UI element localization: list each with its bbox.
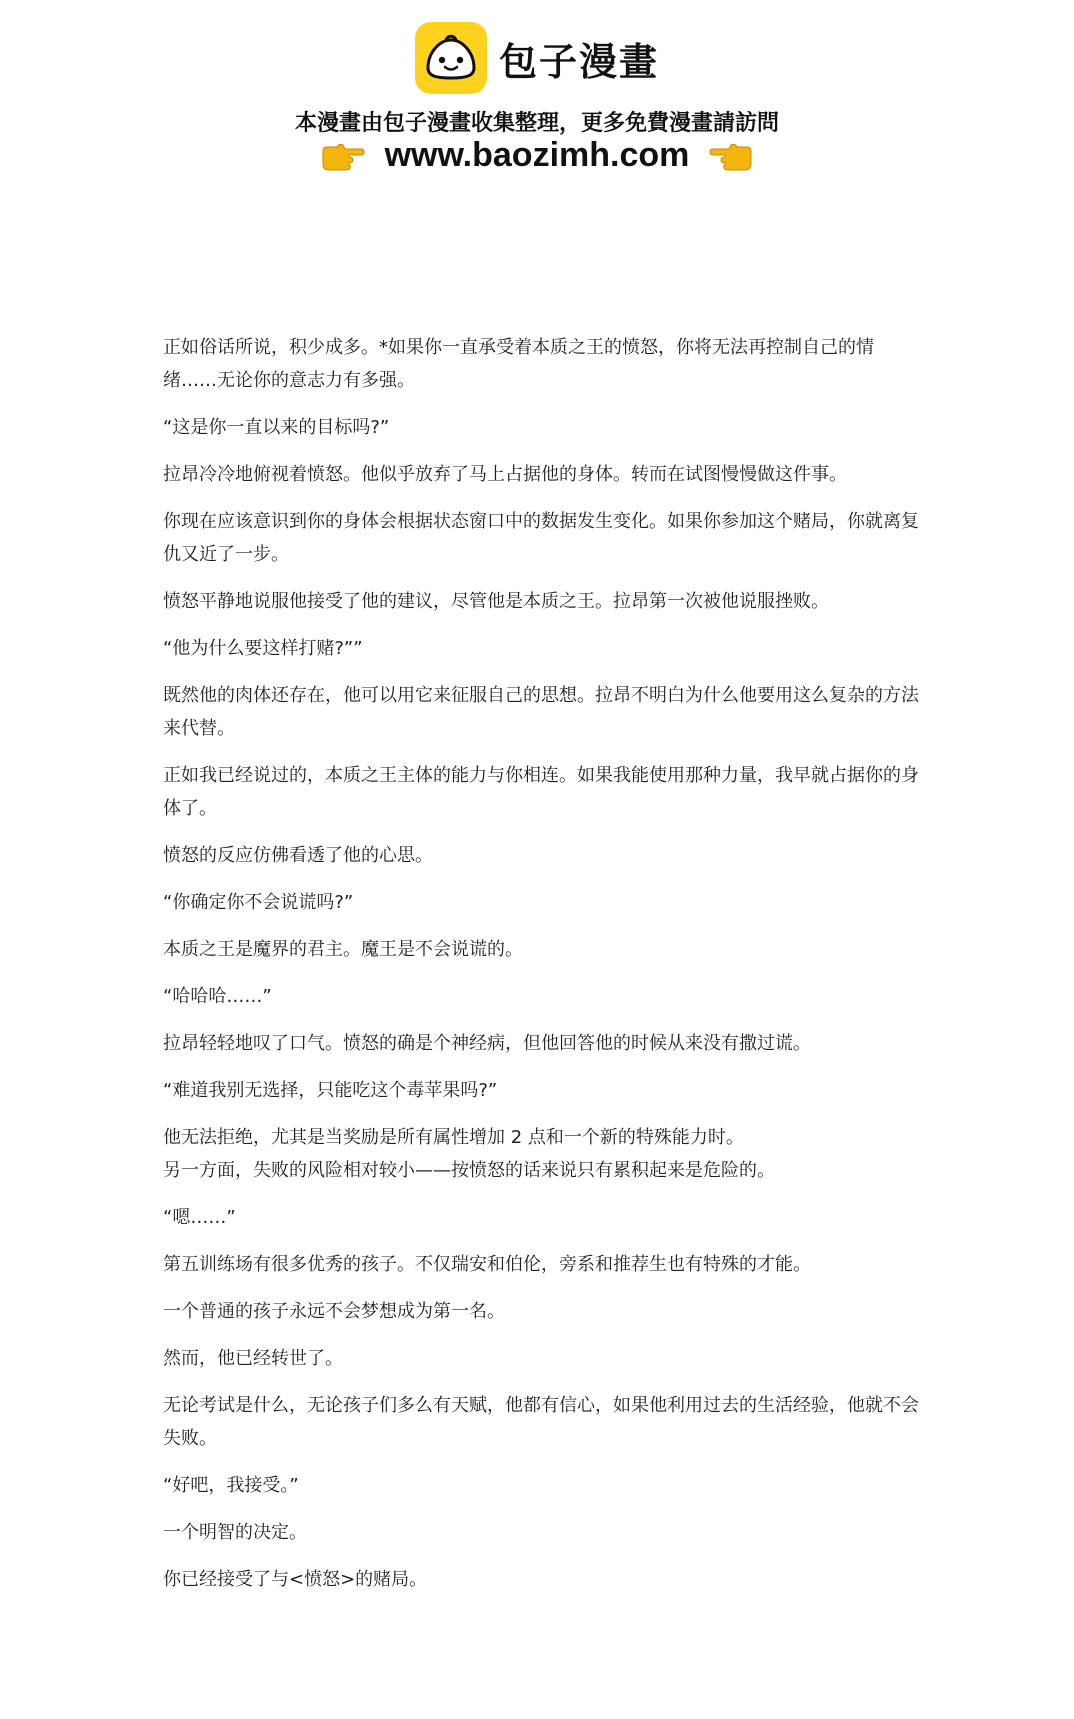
paragraph: 第五训练场有很多优秀的孩子。不仅瑞安和伯伦，旁系和推荐生也有特殊的才能。 (163, 1254, 811, 1275)
bun-mascot-icon (415, 22, 487, 94)
paragraph: “你确定你不会说谎吗?” (163, 892, 354, 913)
paragraph: 你已经接受了与<愤怒>的赌局。 (163, 1569, 428, 1590)
paragraph: 正如我已经说过的，本质之王主体的能力与你相连。如果我能使用那种力量，我早就占据你的身体了。 (163, 765, 919, 819)
pointing-right-hand-icon (321, 141, 365, 171)
brand-name: 包子漫畫 (498, 39, 659, 84)
brand[interactable] (0, 22, 1074, 94)
paragraph: 拉昂轻轻地叹了口气。愤怒的确是个神经病，但他回答他的时候从来没有撒过谎。 (163, 1033, 811, 1054)
paragraph: 他无法拒绝，尤其是当奖励是所有属性增加 2 点和一个新的特殊能力时。 另一方面，失败的风险相对较小——按愤怒的话来说只有累积起来是危险的。 (163, 1127, 775, 1181)
paragraph: 本质之王是魔界的君主。魔王是不会说谎的。 (163, 939, 523, 960)
paragraph: 一个明智的决定。 (163, 1522, 307, 1543)
paragraph: 你现在应该意识到你的身体会根据状态窗口中的数据发生变化。如果你参加这个赌局，你就离复仇又近了一步。 (163, 511, 919, 565)
paragraph: 愤怒平静地说服他接受了他的建议，尽管他是本质之王。拉昂第一次被他说服挫败。 (163, 591, 829, 612)
pointing-left-hand-icon (709, 141, 753, 171)
paragraph: 然而，他已经转世了。 (163, 1348, 343, 1369)
collection-notice: 本漫畫由包子漫畫收集整理，更多免費漫畫請訪問 (294, 111, 779, 136)
paragraph: 拉昂冷冷地俯视着愤怒。他似乎放弃了马上占据他的身体。转而在试图慢慢做这件事。 (163, 464, 847, 485)
paragraph: 愤怒的反应仿佛看透了他的心思。 (163, 845, 433, 866)
site-link-row[interactable] (0, 136, 1074, 175)
paragraph: 既然他的肉体还存在，他可以用它来征服自己的思想。拉昂不明白为什么他要用这么复杂的方法来代替。 (163, 685, 919, 739)
paragraph: “好吧，我接受。” (163, 1475, 299, 1496)
paragraph: 无论考试是什么，无论孩子们多么有天赋，他都有信心，如果他利用过去的生活经验，他就不会失败。 (163, 1395, 919, 1449)
paragraph: “这是你一直以来的目标吗?” (163, 417, 390, 438)
paragraph: 一个普通的孩子永远不会梦想成为第一名。 (163, 1301, 505, 1322)
novel-text-body (163, 331, 923, 1610)
paragraph: “难道我别无选择，只能吃这个毒苹果吗?” (163, 1080, 498, 1101)
site-header (0, 0, 1074, 200)
paragraph: “他为什么要这样打赌?”” (163, 638, 363, 659)
paragraph: “哈哈哈……” (163, 986, 272, 1007)
paragraph: 正如俗话所说，积少成多。*如果你一直承受着本质之王的愤怒，你将无法再控制自己的情绪……无论你的意志力有多强。 (163, 337, 874, 391)
paragraph: “嗯……” (163, 1207, 236, 1228)
site-url-link[interactable]: www.baozimh.com (384, 136, 690, 174)
